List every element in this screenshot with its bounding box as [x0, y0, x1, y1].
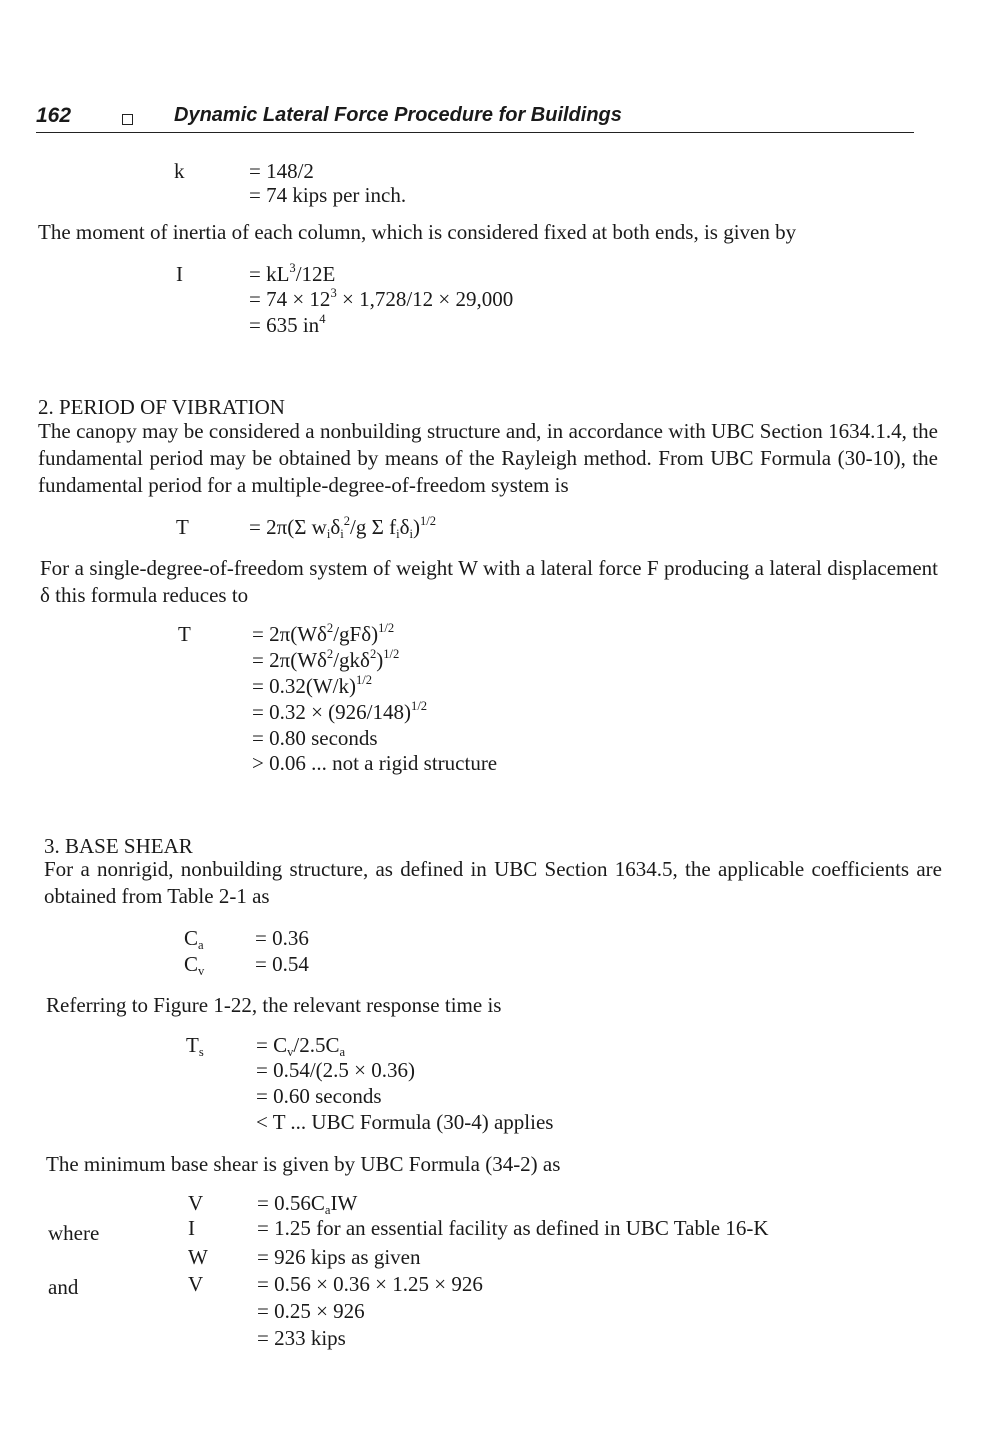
cv-value: = 0.54 [255, 952, 309, 976]
inertia-paragraph: The moment of inertia of each column, which is considered fixed at both ends, is given by [38, 220, 797, 244]
ts-line-2: = 0.54/(2.5 × 0.36) [256, 1058, 416, 1082]
inertia-line-1: = $kL^3/12E$ [249, 261, 336, 286]
t-line-2: = $2\pi(W\delta^2/gk\delta^2)^{1/2}$ [252, 647, 400, 672]
v-row-1-value: = $0.56C_aIW$ [257, 1191, 358, 1217]
k-line-1: = 148/2 [249, 159, 314, 183]
ts-line-4: < T ... UBC Formula (30-4) applies [256, 1110, 554, 1134]
page-number: 162 [36, 104, 72, 127]
k-symbol: k [174, 159, 185, 183]
section-3-paragraph-1: For a nonrigid, nonbuilding structure, as defined in UBC Section 1634.5, the applicable coefficients are obtained from Table 2-1 as [44, 857, 942, 908]
cv-symbol: $C_v$ [184, 952, 205, 978]
v-row-4-value: = 0.56 × 0.36 × 1.25 × 926 [257, 1272, 483, 1296]
t-line-5: = 0.80 seconds [252, 726, 378, 750]
running-header [36, 104, 914, 133]
v-row-3-value: = 926 kips as given [257, 1245, 421, 1269]
ts-line-1: = $C_v/2.5C_a$ [256, 1033, 346, 1059]
t-symbol: T [178, 622, 191, 646]
inertia-symbol: I [176, 262, 183, 286]
period-formula-symbol: T [176, 515, 189, 539]
k-line-2: = 74 kips per inch. [249, 183, 407, 207]
ca-value: = 0.36 [255, 926, 309, 950]
t-line-1: = $2\pi(W\delta^2/gF\delta)^{1/2}$ [252, 621, 395, 646]
ts-line-3: = 0.60 seconds [256, 1084, 382, 1108]
running-title: Dynamic Lateral Force Procedure for Buildings [174, 104, 622, 126]
ts-symbol: $T_s$ [186, 1033, 204, 1059]
section-3-heading: 3. BASE SHEAR [44, 834, 193, 858]
square-bullet-icon [122, 114, 133, 125]
section-3-paragraph-2: Referring to Figure 1-22, the relevant response time is [46, 993, 502, 1017]
w-symbol: W [188, 1245, 208, 1269]
v-symbol-1: V [188, 1191, 204, 1215]
i-symbol: I [188, 1216, 195, 1240]
v-symbol-2: V [188, 1272, 204, 1296]
ca-symbol: $C_a$ [184, 926, 204, 952]
t-line-3: = $0.32(W/k)^{1/2}$ [252, 673, 373, 698]
section-2-heading: 2. PERIOD OF VIBRATION [38, 395, 285, 419]
section-2-paragraph-2: For a single-degree-of-freedom system of weight W with a lateral force F producing a lateral displacement δ this formula reduces to [40, 556, 938, 607]
where-label: where [48, 1221, 100, 1245]
t-line-4: = $0.32 \times (926/148)^{1/2}$ [252, 699, 428, 724]
v-row-2-value: = 1.25 for an essential facility as defined in UBC Table 16-K [257, 1216, 769, 1240]
period-formula: = 2π(Σ $w_i\delta_i^2/g$ Σ $f_i\delta_i)^{1/2}$ [249, 514, 437, 541]
v-row-5-value: = 0.25 × 926 [257, 1299, 365, 1323]
section-2-paragraph-1: The canopy may be considered a nonbuilding structure and, in accordance with UBC Section 1634.1.4, the fundamental period may be obtained by means of the Rayleigh method. From UBC Formula (30-10), the fundamental period for a multiple-degree-of-freedom system is [38, 419, 938, 497]
v-row-6-value: = 233 kips [257, 1326, 346, 1350]
inertia-line-3: = 635 $in^4$ [249, 312, 326, 337]
inertia-line-2: = $74 \times 12^3 \times 1,728/12 \times 29,000$ [249, 286, 514, 311]
and-label: and [48, 1275, 79, 1299]
t-line-6: > 0.06 ... not a rigid structure [252, 751, 498, 775]
section-3-paragraph-3: The minimum base shear is given by UBC Formula (34-2) as [46, 1152, 561, 1176]
